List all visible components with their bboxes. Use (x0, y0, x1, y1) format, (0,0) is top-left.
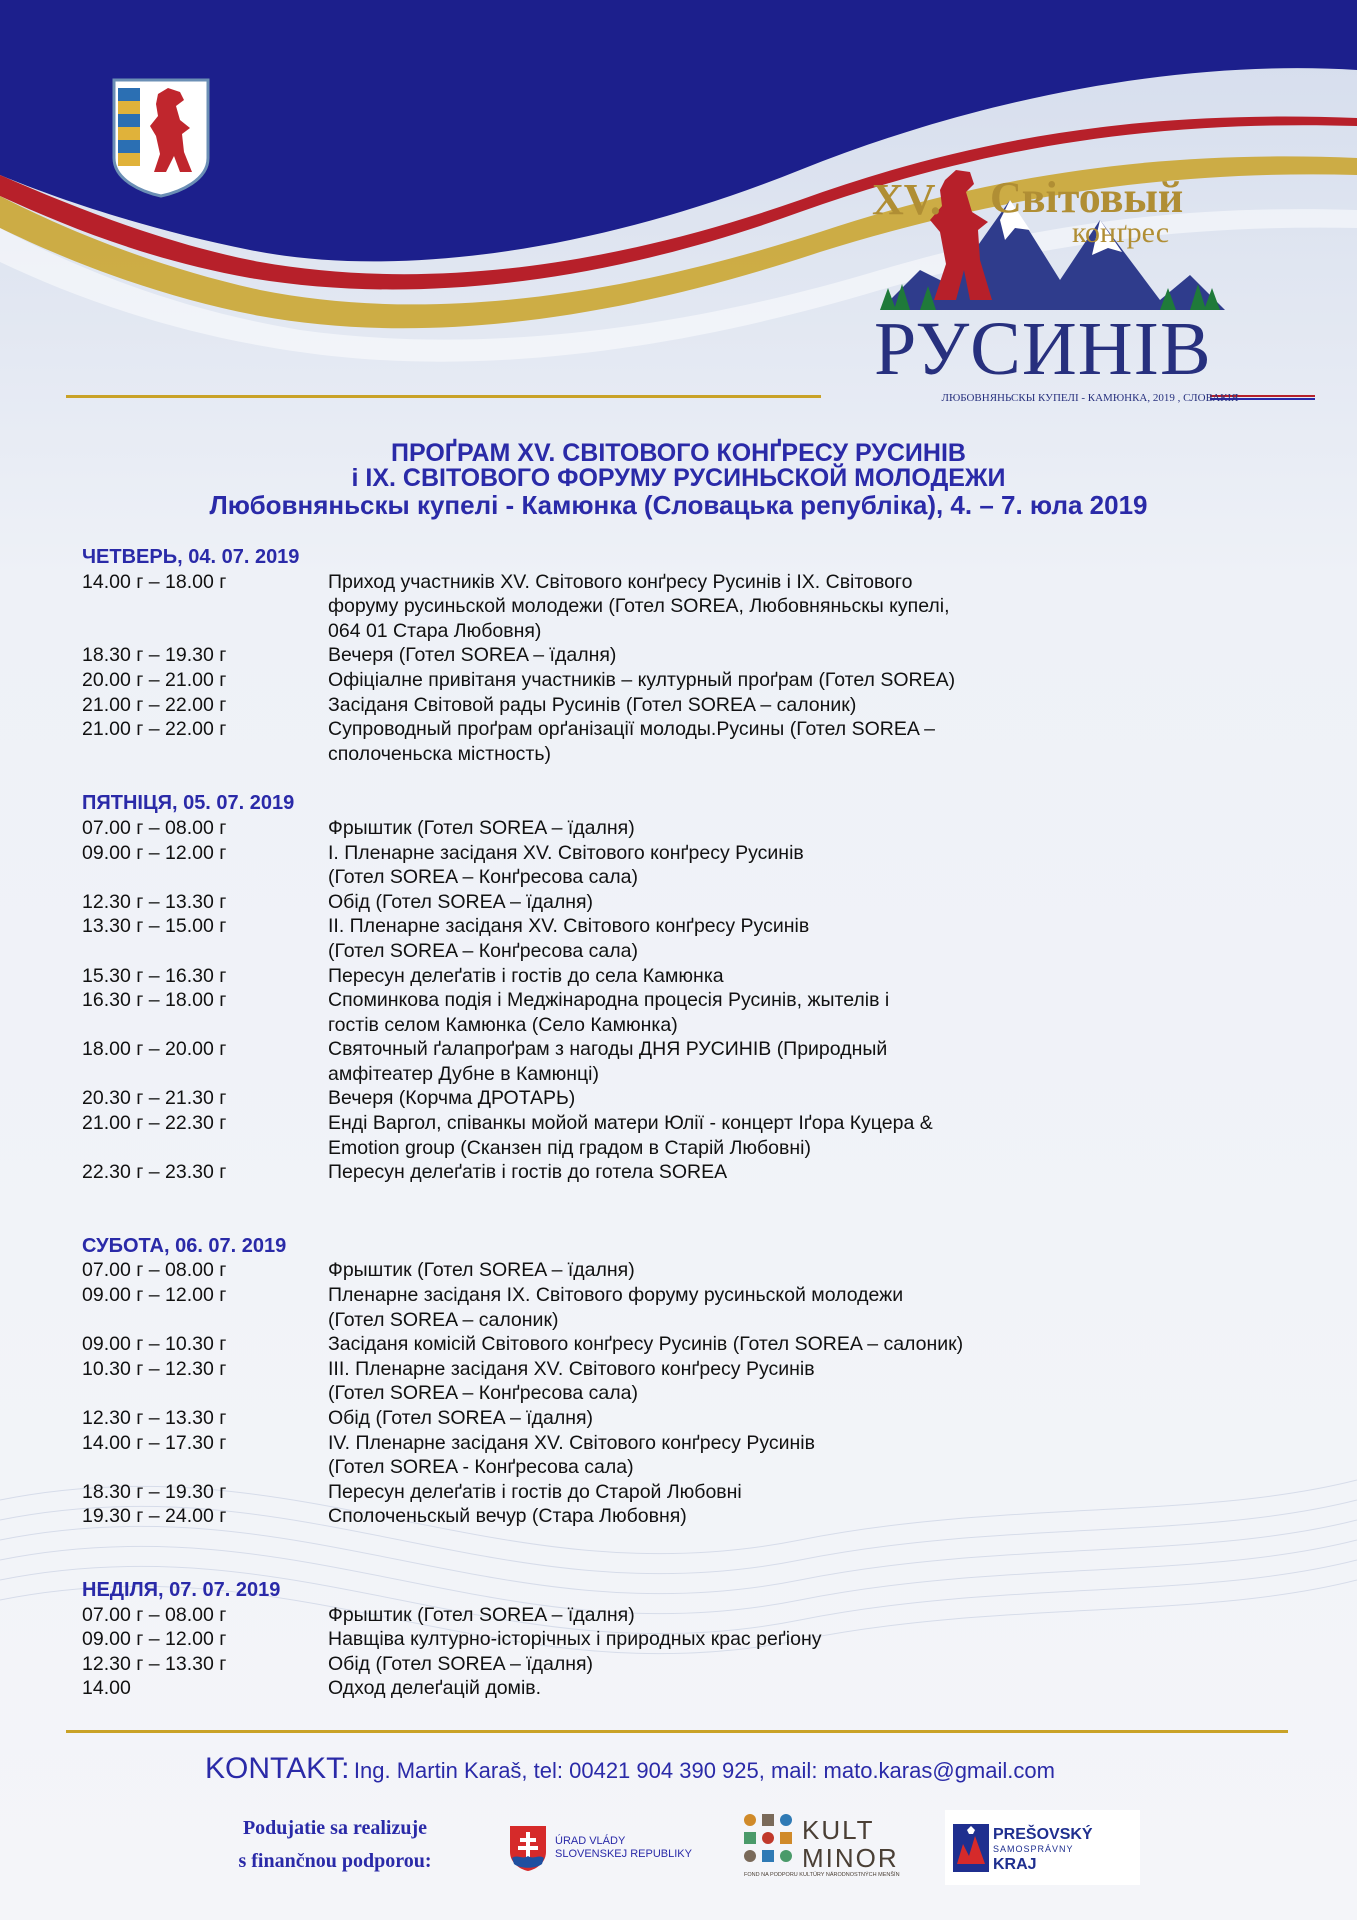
schedule-row (82, 1357, 1282, 1406)
schedule-row (82, 693, 1282, 718)
schedule-row (82, 1283, 1282, 1332)
contact-label: KONTAKT: (205, 1752, 350, 1785)
slovak-coat-icon (508, 1824, 548, 1872)
event-line: Засіданя Світовой рады Русинів (Готел SOREA – салоник) (328, 693, 857, 716)
schedule-event (328, 1676, 1282, 1701)
schedule-row (82, 570, 1282, 644)
schedule-row (82, 643, 1282, 668)
schedule-time: 09.00 г – 12.00 г (82, 841, 227, 864)
preso-line-2: SAMOSPRÁVNY (993, 1844, 1074, 1854)
day-heading: ПЯТНІЦЯ, 05. 07. 2019 (82, 792, 295, 815)
event-line: гостів селом Камюнка (Село Камюнка) (328, 1013, 678, 1036)
schedule-event (328, 1480, 1282, 1505)
kult-word: KULT (802, 1815, 875, 1845)
schedule-event (328, 1357, 1282, 1406)
title-line-3: Любовняньскы купелі - Камюнка (Словацька републіка), 4. – 7. юла 2019 (209, 490, 1148, 520)
event-line: Вечеря (Корчма ДРОТАРЬ) (328, 1087, 576, 1110)
event-line: Фрыштик (Готел SOREA – їдалня) (328, 816, 635, 839)
contact-text: Ing. Martin Karaš, tel: 00421 904 390 925, mail: mato.karas@gmail.com (353, 1758, 1055, 1783)
schedule-row (82, 1504, 1282, 1529)
event-line: Святочный ґалапроґрам з нагоды ДНЯ РУСИНІВ (Природный (328, 1038, 888, 1061)
schedule-time: 20.00 г – 21.00 г (82, 668, 227, 691)
event-line: Пересун делеґатів і гостів до готела SOREA (328, 1161, 728, 1184)
schedule-event (328, 1037, 1282, 1086)
schedule-row (82, 1258, 1282, 1283)
event-line: сполоченьска містность) (328, 742, 552, 765)
minor-word: MINOR (802, 1843, 899, 1873)
schedule-event (328, 1627, 1282, 1652)
schedule-event (328, 1406, 1282, 1431)
schedule-time: 13.30 г – 15.00 г (82, 915, 227, 938)
schedule-row (82, 914, 1282, 963)
schedule-row (82, 890, 1282, 915)
preso-line-1: PREŠOVSKÝ (993, 1826, 1093, 1843)
schedule-event (328, 1431, 1282, 1480)
support-line-1: Podujatie sa realizuje (242, 1817, 428, 1839)
schedule-event (328, 964, 1282, 989)
schedule-time: 16.30 г – 18.00 г (82, 989, 227, 1012)
program-schedule (82, 545, 1282, 1701)
sponsor-presovsky-kraj (945, 1810, 1140, 1885)
schedule-time: 09.00 г – 12.00 г (82, 1628, 227, 1651)
day-heading: НЕДІЛЯ, 07. 07. 2019 (82, 1578, 281, 1601)
day-heading: ЧЕТВЕРЬ, 04. 07. 2019 (82, 546, 300, 568)
schedule-row (82, 1603, 1282, 1628)
schedule-time: 07.00 г – 08.00 г (82, 816, 227, 839)
schedule-row (82, 988, 1282, 1037)
event-line: (Готел SOREA - Конґресова сала) (328, 1456, 634, 1479)
event-line: Приход участників XV. Світового конґресу Русинів і IX. Світового (328, 570, 913, 593)
event-line: Споминкова подія і Меджінародна процесія Русинів, жытелів і (328, 989, 890, 1012)
schedule-time: 07.00 г – 08.00 г (82, 1603, 227, 1626)
schedule-event (328, 1283, 1282, 1332)
schedule-event (328, 1111, 1282, 1160)
schedule-event (328, 1603, 1282, 1628)
schedule-time: 12.30 г – 13.30 г (82, 1652, 227, 1675)
event-line: II. Пленарне засіданя XV. Світового конґресу Русинів (328, 915, 810, 938)
event-line: Обід (Готел SOREA – їдалня) (328, 1652, 594, 1675)
event-line: (Готел SOREA – Конґресова сала) (328, 1382, 638, 1405)
schedule-row (82, 1676, 1282, 1701)
kult-sub: FOND NA PODPORU KULTÚRY NÁRODNOSTNÝCH MENŠÍN (744, 1872, 900, 1878)
schedule-row (82, 1627, 1282, 1652)
logo-subtitle: ЛЮБОВНЯНЬСКЫ КУПЕЛІ - КАМЮНКА, 2019 , СЛОВАКІЯ (941, 392, 1239, 404)
title-line-1: ПРОҐРАМ XV. СВІТОВОГО КОНҐРЕСУ РУСИНІВ (391, 439, 966, 467)
schedule-event (328, 890, 1282, 915)
schedule-time: 09.00 г – 10.30 г (82, 1333, 227, 1356)
schedule-time: 18.00 г – 20.00 г (82, 1038, 227, 1061)
schedule-time: 20.30 г – 21.30 г (82, 1087, 227, 1110)
schedule-event (328, 668, 1282, 693)
schedule-time: 18.30 г – 19.30 г (82, 644, 227, 667)
event-line: I. Пленарне засіданя XV. Світового конґресу Русинів (328, 841, 804, 864)
schedule-event (328, 1652, 1282, 1677)
event-line: (Готел SOREA – Конґресова сала) (328, 939, 638, 962)
schedule-event (328, 1504, 1282, 1529)
schedule-row (82, 668, 1282, 693)
event-line: Сполоченьскый вечур (Стара Любовня) (328, 1505, 687, 1528)
schedule-row (82, 964, 1282, 989)
event-line: (Готел SOREA – салоник) (328, 1308, 559, 1331)
schedule-row (82, 1086, 1282, 1111)
event-line: Обід (Готел SOREA – їдалня) (328, 1407, 594, 1429)
congress-logo (860, 160, 1320, 415)
event-line: Пересун делеґатів і гостів до Старой Любовні (328, 1480, 742, 1503)
urad-line-1: ÚRAD VLÁDY (555, 1835, 626, 1847)
event-line: Навщіва културно-історічных і природных крас реґіону (328, 1628, 822, 1651)
schedule-row (82, 1160, 1282, 1185)
schedule-event (328, 1086, 1282, 1111)
schedule-time: 21.00 г – 22.30 г (82, 1112, 227, 1135)
day-spacer (82, 1185, 1282, 1234)
schedule-event (328, 841, 1282, 890)
sponsor-kult-minor (740, 1810, 930, 1885)
schedule-row (82, 1111, 1282, 1160)
schedule-time: 14.00 г – 17.30 г (82, 1431, 227, 1454)
event-line: Пленарне засіданя IX. Світового форуму русиньской молодежи (328, 1284, 904, 1307)
program-title (0, 441, 1357, 519)
event-line: Пересун делеґатів і гостів до села Камюнка (328, 964, 724, 987)
preso-line-3: KRAJ (993, 1856, 1037, 1873)
schedule-row (82, 1652, 1282, 1677)
schedule-row (82, 841, 1282, 890)
day-heading: СУБОТА, 06. 07. 2019 (82, 1234, 287, 1257)
schedule-row (82, 717, 1282, 766)
schedule-row (82, 1037, 1282, 1086)
title-line-2: і IX. СВІТОВОГО ФОРУМУ РУСИНЬСКОЙ МОЛОДЕЖИ (351, 464, 1006, 492)
schedule-time: 19.30 г – 24.00 г (82, 1505, 227, 1528)
schedule-event (328, 570, 1282, 644)
event-line: Супроводный проґрам орґанізації молоды.Русины (Готел SOREA – (328, 718, 936, 741)
event-line: форуму русиньской молодежи (Готел SOREA, Любовняньскы купелі, (328, 595, 950, 618)
event-line: амфітеатер Дубне в Камюнці) (328, 1062, 600, 1085)
event-line: Вечеря (Готел SOREA – їдалня) (328, 644, 617, 667)
support-text (205, 1812, 465, 1878)
logo-xv: XV. (872, 175, 941, 224)
schedule-event (328, 1332, 1282, 1357)
event-line: IV. Пленарне засіданя XV. Світового конґресу Русинів (328, 1431, 815, 1454)
event-line: Обід (Готел SOREA – їдалня) (328, 890, 594, 913)
kult-minor-pattern-icon (742, 1812, 798, 1868)
schedule-row (82, 1406, 1282, 1431)
logo-kongres: конґрес (1072, 216, 1170, 249)
contact-line (205, 1752, 1055, 1786)
event-line: Одход делеґацій домів. (328, 1677, 542, 1700)
schedule-row (82, 1332, 1282, 1357)
schedule-time: 12.30 г – 13.30 г (82, 890, 227, 913)
schedule-time: 22.30 г – 23.30 г (82, 1161, 227, 1184)
day-spacer (82, 1529, 1282, 1578)
schedule-time: 21.00 г – 22.00 г (82, 718, 227, 741)
support-line-2: s finančnou podporou: (238, 1850, 432, 1872)
event-line: Emotion group (Сканзен під градом в Старій Любовні) (328, 1136, 811, 1159)
schedule-event (328, 914, 1282, 963)
schedule-time: 12.30 г – 13.30 г (82, 1407, 227, 1429)
schedule-event (328, 1160, 1282, 1185)
schedule-time: 14.00 (82, 1677, 131, 1700)
event-line: Засіданя комісій Світового конґресу Русинів (Готел SOREA – салоник) (328, 1333, 964, 1356)
presov-region-icon (953, 1824, 989, 1872)
schedule-event (328, 1258, 1282, 1283)
event-line: Офіціалне привітаня участників – културный проґрам (Готел SOREA) (328, 668, 956, 691)
logo-rusyniv: РУСИНІВ (874, 307, 1212, 391)
schedule-time: 07.00 г – 08.00 г (82, 1259, 227, 1282)
schedule-time: 09.00 г – 12.00 г (82, 1284, 227, 1307)
urad-line-2: SLOVENSKEJ REPUBLIKY (555, 1848, 692, 1860)
schedule-event (328, 717, 1282, 766)
coat-of-arms-icon (110, 76, 212, 198)
schedule-row (82, 816, 1282, 841)
schedule-time: 18.30 г – 19.30 г (82, 1480, 227, 1503)
event-line: Фрыштик (Готел SOREA – їдалня) (328, 1603, 635, 1626)
schedule-row (82, 1480, 1282, 1505)
schedule-event (328, 693, 1282, 718)
schedule-row (82, 1431, 1282, 1480)
event-line: 064 01 Стара Любовня) (328, 619, 542, 642)
day-spacer (82, 766, 1282, 791)
event-line: Фрыштик (Готел SOREA – їдалня) (328, 1259, 635, 1282)
schedule-time: 10.30 г – 12.30 г (82, 1357, 227, 1380)
schedule-event (328, 816, 1282, 841)
event-line: III. Пленарне засіданя XV. Світового конґресу Русинів (328, 1357, 815, 1380)
sponsor-urad-vlady (500, 1810, 700, 1885)
schedule-time: 15.30 г – 16.30 г (82, 964, 227, 987)
schedule-event (328, 988, 1282, 1037)
event-line: (Готел SOREA – Конґресова сала) (328, 866, 638, 889)
logo-svitovy: Світовый (990, 173, 1184, 222)
schedule-time: 21.00 г – 22.00 г (82, 693, 227, 716)
event-line: Енді Варгол, співанкы мойой матери Юлії - концерт Іґора Куцера & (328, 1112, 933, 1135)
schedule-time: 14.00 г – 18.00 г (82, 570, 227, 593)
schedule-event (328, 643, 1282, 668)
